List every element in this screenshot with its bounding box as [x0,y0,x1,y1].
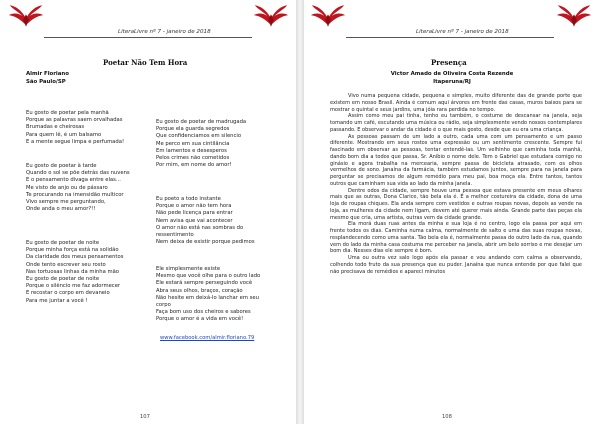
poem-line: Nem deixa de existir porque pedimos [156,239,255,246]
poem-line: Eu gosto de poetar de noite [26,240,100,246]
poem-line: Porque o silêncio me faz adormecer [26,283,121,290]
poem-line: Eu poeto a todo instante [156,196,221,202]
poem-line: E a mente segue limpa e perfumada! [26,138,125,145]
stanza [156,119,246,169]
left-page [0,0,296,424]
poem-line: Eu gosto de poetar de madrugada [156,119,247,125]
stanza [156,266,260,324]
poem-line: Para me juntar a você ! [26,297,88,304]
poem-line: Porque o amor não tem hora [156,203,232,210]
poem-title: Poetar Não Tem Hora [103,58,188,67]
poem-line: Faça bom uso dos cheiros e sabores [156,309,251,316]
poem-line: Em lamentos e desesperos [156,147,227,154]
story-title: Presença [431,58,467,67]
author-name: Almir Floriano [26,71,69,77]
header-rule [44,37,252,38]
paragraph: As pessoas passam de um lado a outro, cada uma com um pensamento e um passo diferente. Mostrando em seus rostos uma expressão ou um sentimento crescente. Sempre fui fascinado em observar as pessoas, tentar entendê-las. Um velhinho que caminha toda manhã, dando bom dia a todos que passa, Sr. Aníbio o nome dele. Tem o Gabriel que estudara comigo no ginásio e agora trabalha na mercearia, sempre passa de bicicleta atrasado, com os olhos vermelhos de sono. Janaína da farmácia, também estudamos juntos, sempre para na janela para perguntar se precisamos de algum remédio para meu pai, boa moça ela. Entre tantos, tantos outros que caminham sua vida ao lado da minha janela. [330,133,582,187]
poem-line: Mesmo que você olhe para o outro lado [156,273,261,280]
page-number: 107 [140,414,150,420]
poem-line: Me visto de anjo ou de pássaro [26,184,108,191]
poem-line: E o pensamento divaga entre elas... [26,177,121,184]
poem-line: Não pede licença para entrar [156,210,233,217]
poem-line: Abra seus olhos, braços, coração [156,287,243,294]
story-body [330,93,582,275]
poem-line: Onde anda o meu amor?!! [26,206,96,213]
poem-line: Ele simplesmente existe [156,266,221,272]
poem-line: Nem avisa que vai acontecer [156,217,233,224]
author-location: Itaperuna/RJ [433,79,471,86]
poem-line: Porque minha força está na solidão [26,247,119,254]
winged-logo-icon [253,3,289,29]
right-page [304,0,600,424]
poem-line: Por mim, em nome do amor! [156,162,232,169]
poem-line: Que confidenciamos em silencio [156,133,242,140]
poem-line: Para quem lê, é um balsamo [26,131,102,138]
poem-line: O amor não está nas sombras do [156,224,244,231]
poem-line: Nas tortuosas linhas da minha mão [26,268,120,275]
winged-logo-icon [556,3,592,29]
poem-line: corpo [156,301,171,308]
poem-line: Onde tento escrever seu rosto [26,261,106,268]
poem-line: Não hesite em deixá-lo lanchar em seu [156,294,259,301]
author-block [382,70,522,87]
poem-line: E recostar o corpo em devaneio [26,290,110,297]
poem-line: Porque as palavras saem orvalhadas [26,117,123,124]
poem-line: ressentimento [156,231,194,238]
paragraph: Uma ou outra vez salo logo após ela passar e vou andando com calma a observando, colhendo todo fruto da sua presença que eu puder. Janaína que nunca entende por que falei que não precisava de remédios e apareci minutos [330,255,582,275]
poem-line: Vivo sempre me perguntando, [26,198,106,205]
running-header: LiteraLivre nº 7 - janeiro de 2018 [416,29,509,35]
stanza [156,196,255,246]
author-location: São Paulo/SP [26,79,66,86]
poem-line: Porque ela guarda segredos [156,126,230,133]
paragraph: Dentre odos da cidade, sempre houve uma pessoa que estava presente em meus olhares mais que as outras, Dona Clarice, tão bela ela é. É a melhor costureira da cidade, dona de uma loja de roupas chiques. Ela anda sempre com vestidos e outras roupas novas, depois as vende na loja, as mulheres da cidade nem ligam, devem até querer mais ainda. Grande parte das peças ela mesmo que cria, uma artista, outras vem da cidade grande. [330,187,582,221]
page-gutter [296,0,304,424]
running-header: LiteraLivre nº 7 - janeiro de 2018 [118,29,211,35]
poem-line: Eu gosto de poetar à tarde [26,163,97,169]
author-name: Victor Amado de Oliveira Costa Rezende [390,71,514,77]
author-facebook-link[interactable]: www.facebook.com/almir.floriano.79 [160,335,255,341]
author-block [26,70,69,87]
poem-line: Quando o sol se põe detrás das nuvens [26,170,130,177]
poem-line: Da claridade dos meus pensamentos [26,254,124,261]
paragraph: Vivo numa pequena cidade, pequena e simples, muito diferente das de grande porte que existem em nosso Brasil. Ainda é comum aqui árvores em frente das casas, muros baixos para se mostrar o quintal e seus jardins, uma jóia rara perdida no tempo. [330,93,582,113]
paragraph: Assim como meu pai tinha, tenho eu também, o costume de descansar na janela, seja tomando um café, escutando uma música ou rádio, seja simplesmente vendo nossos contemplares passando. E observar o andar da cidade é o que mais gosto, desde que eu era uma criança. [330,113,582,133]
poem-line: Eu gosto de poetar pela manhã [26,110,109,116]
poem-line: Te procurando na imensidão multicor [26,191,124,198]
stanza [26,240,123,305]
poem-line: Brumadas e cheirosas [26,124,85,131]
paragraph: Ela morá duas ruas antes da minha e sua loja é no centro, logo ela passa por aqui em frente todos os dias. Caminha numa calma, normalmente de salto e uma das suas roupas novas, resplandecendo como uma santa. Tão bela ela é, normalmente passa do outro lado da rua, quando vem do lado da minha casa costuma me perceber na janela, abrir um belo sorriso e me desejar um bom dia. Nesses dias ele sempre é bom. [330,221,582,255]
winged-logo-icon [8,3,44,29]
stanza [26,163,130,213]
poem-line: Eu gosto de poetar de noite [26,275,100,282]
page-number: 108 [442,414,452,420]
poem-line: Porque o amor é a vida em você! [156,316,244,323]
poem-line: Me perco em sua cintilância [156,140,230,147]
stanza [26,110,124,146]
poem-line: Ele estará sempre perseguindo você [156,280,253,287]
header-rule [346,37,554,38]
winged-logo-icon [310,3,346,29]
poem-line: Pelos crimes não cometidos [156,154,230,161]
